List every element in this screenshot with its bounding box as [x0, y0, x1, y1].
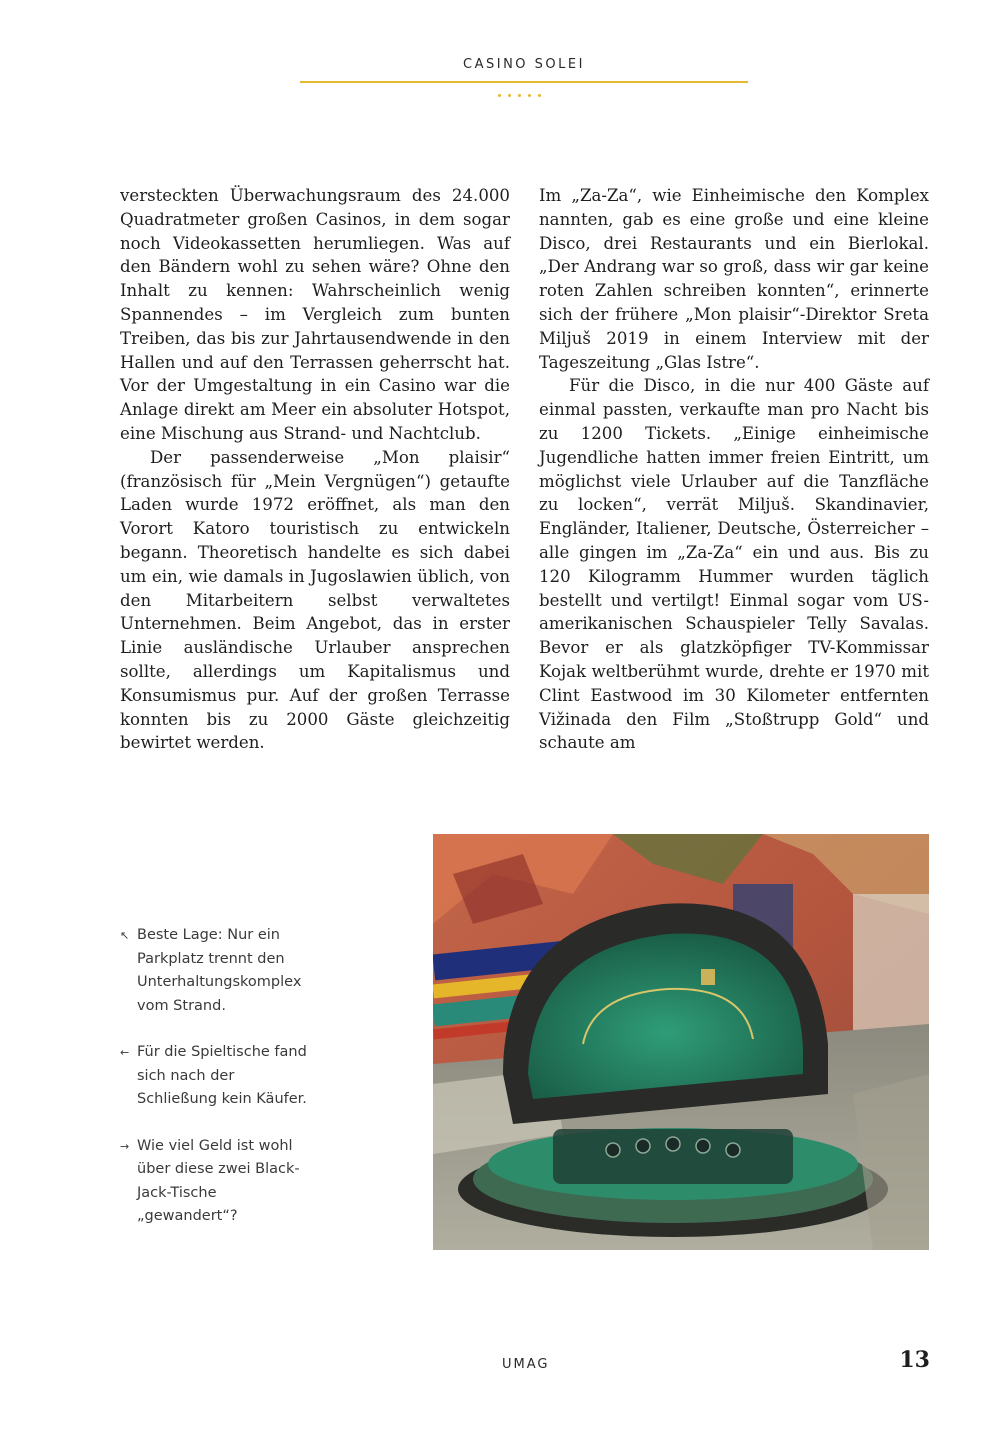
article-column-left — [120, 184, 510, 755]
paragraph: versteckten Überwachungsraum des 24.000 Quadratmeter großen Casinos, in dem sogar noch Videokassetten herumliegen. Was auf den Bändern wohl zu sehen wäre? Ohne den Inhalt zu kennen: Wahrscheinlich wenig Spannendes – im Vergleich zum bunten Treiben, das bis zur Jahrtausendwende in den Hallen und auf den Terrassen geherrscht hat. Vor der Umgestaltung in ein Casino war die Anlage direkt am Meer ein absoluter Hotspot, eine Mischung aus Strand- und Nachtclub. — [120, 186, 510, 443]
caption-text: Für die Spieltische fand sich nach der Schließung kein Käufer. — [137, 1044, 307, 1107]
arrow-right-icon: → — [120, 1139, 130, 1153]
arrow-left-icon: ← — [120, 1046, 130, 1059]
photo-captions — [120, 924, 310, 1252]
header-dots — [498, 94, 541, 97]
arrow-up-left-icon: ↖ — [120, 929, 130, 942]
caption-text: Wie viel Geld ist wohl über diese zwei Black-Jack-Tische „gewandert“? — [137, 1137, 300, 1224]
caption-item — [120, 924, 310, 1018]
blackjack-tables-illustration — [433, 834, 929, 1250]
photo-blackjack-tables — [433, 834, 929, 1250]
caption-item — [120, 1135, 310, 1229]
running-header: CASINO SOLEI — [463, 57, 585, 72]
page-number: 13 — [899, 1347, 930, 1373]
caption-item — [120, 1041, 310, 1112]
article-column-right — [539, 184, 929, 755]
header-rule — [300, 81, 748, 83]
footer-label: UMAG — [502, 1357, 550, 1372]
caption-text: Beste Lage: Nur ein Parkplatz trennt den Unterhaltungskomplex vom Strand. — [137, 927, 302, 1014]
paragraph: Der passenderweise „Mon plaisir“ (französisch für „Mein Vergnügen“) getaufte Laden wurde 1972 eröffnet, als man den Vorort Katoro touristisch zu entwickeln begann. Theoretisch handelte es sich dabei um ein, wie damals in Jugoslawien üblich, von den Mitarbeitern selbst verwaltetes Unternehmen. Beim Angebot, das in erster Linie ausländische Urlauber ansprechen sollte, allerdings um Kapitalismus und Konsumismus pur. Auf der großen Terrasse konnten bis zu 2000 Gäste gleichzeitig bewirtet werden. — [120, 447, 510, 753]
paragraph: Für die Disco, in die nur 400 Gäste auf einmal passten, verkaufte man pro Nacht bis zu 1200 Tickets. „Einige einheimische Jugendliche hatten immer freien Eintritt, um möglichst viele Urlauber auf die Tanzfläche zu locken“, verrät Miljuš. Skandinavier, Engländer, Italiener, Deutsche, Österreicher – alle gingen im „Za-Za“ ein und aus. Bis zu 120 Kilogramm Hummer wurden täglich bestellt und vertilgt! Einmal sogar vom US-amerikanischen Schauspieler Telly Savalas. Bevor er als glatzköpfiger TV-Kommissar Kojak weltberühmt wurde, drehte er 1970 mit Clint Eastwood im 30 Kilometer entfernten Vižinada den Film „Stoßtrupp Gold“ und schaute am — [539, 376, 929, 753]
paragraph: Im „Za-Za“, wie Einheimische den Komplex nannten, gab es eine große und eine kleine Disco, drei Restaurants und ein Bierlokal. „Der Andrang war so groß, dass wir gar keine roten Zahlen schreiben konnten“, erinnerte sich der frühere „Mon plaisir“-Direktor Sreta Miljuš 2019 in einem Interview mit der Tageszeitung „Glas Istre“. — [539, 186, 929, 372]
